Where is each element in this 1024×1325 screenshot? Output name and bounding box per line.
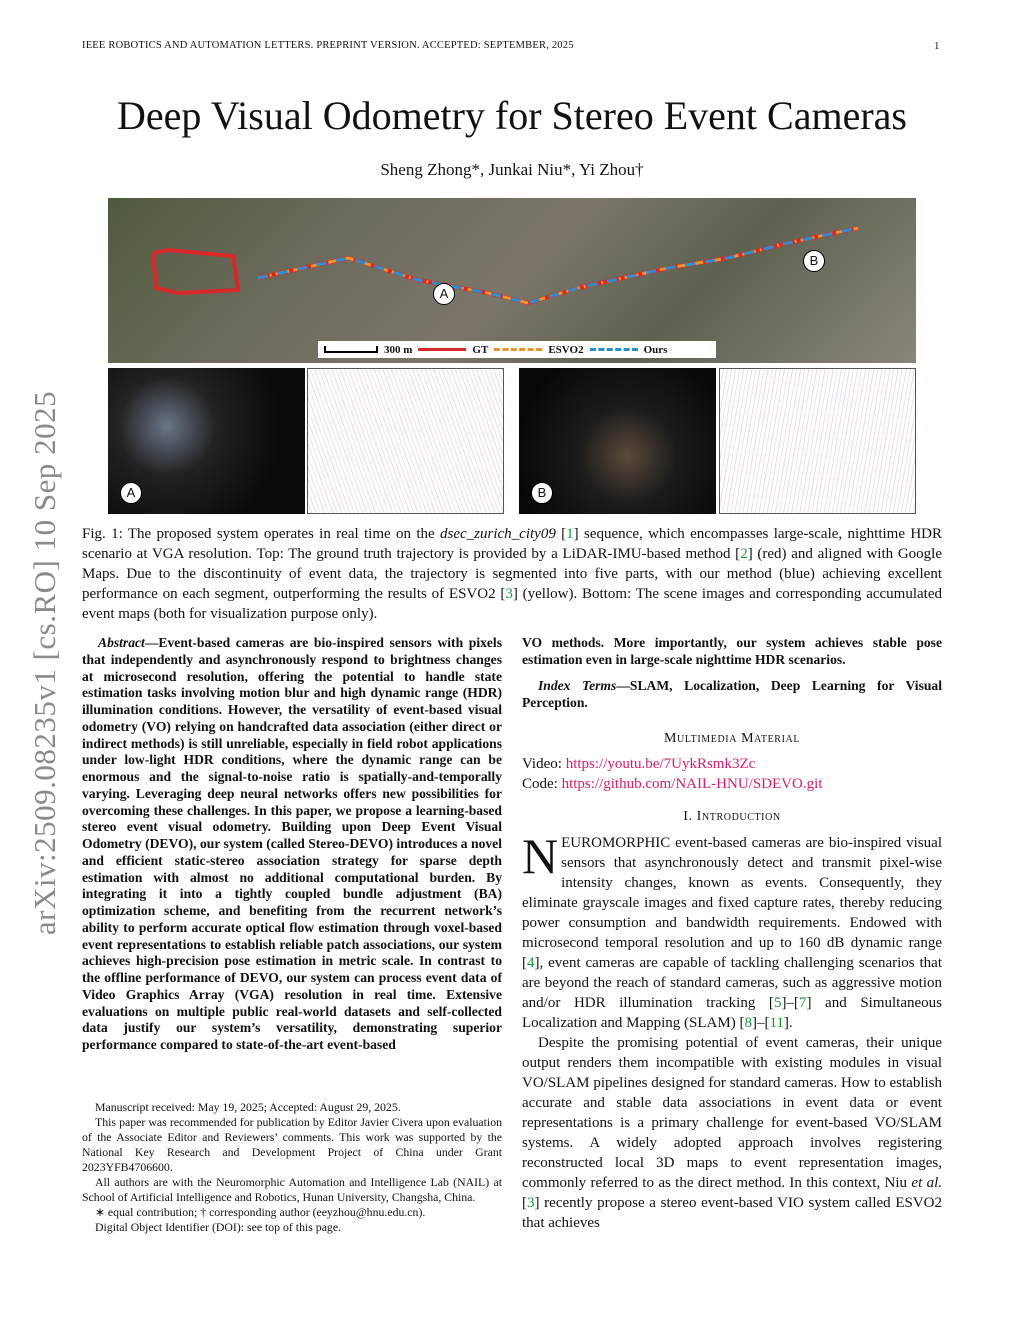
index-terms bbox=[522, 678, 942, 712]
code-line bbox=[522, 776, 822, 793]
citation-link[interactable]: 7 bbox=[798, 995, 807, 1011]
text-segment: Despite the promising potential of event cameras, their unique output renders them incompatible with existing modules in visual VO/SLAM pipelines designed for standard cameras. How to establish accurate and stable data associations in event data or event representations is a primary challenge for event-based VO/SLAM systems. A widely adopted approach involves registering reconstructed local 3D maps to event representation images, commonly referred to as the direct method. In this context, Niu bbox=[522, 1035, 942, 1191]
paragraph bbox=[522, 828, 942, 1033]
citation-link[interactable]: 2 bbox=[740, 546, 748, 562]
abstract bbox=[82, 635, 502, 1054]
text-segment: EUROMORPHIC event-based cameras are bio-inspired visual sensors that asynchronously detect and transmit pixel-wise intensity changes, known as events. Consequently, they eliminate grayscale images and fixed capture rates, thereby reducing power consumption and bandwidth requirements. Endowed with microsecond temporal resolution and up to 160 dB dynamic range [ bbox=[522, 835, 942, 971]
text-segment: [ bbox=[522, 1195, 527, 1211]
citation-link[interactable]: 3 bbox=[505, 586, 513, 602]
map-marker-b: B bbox=[803, 250, 825, 272]
footnote: All authors are with the Neuromorphic Automation and Intelligence Lab (NAIL) at School of Artificial Intelligence and Robotics, Hunan University, Changsha, China. bbox=[82, 1175, 502, 1204]
gt-trajectory bbox=[258, 228, 858, 303]
abstract-text: —Event-based cameras are bio-inspired sensors with pixels that independently and asynchronously respond to brightness changes at microsecond resolution, offering the potential to handle state estimation tasks involving motion blur and high dynamic range (HDR) illumination conditions. However, the versatility of event-based visual odometry (VO) relying on handcrafted data association (either direct or indirect methods) is still unreliable, especially in field robot applications under low-light HDR conditions, where the dynamic range can be enormous and the signal-to-noise ratio is spatially-and-temporally varying. Leveraging deep neural networks offers new possibilities for overcoming these challenges. In this paper, we propose a learning-based stereo event visual odometry. Building upon Deep Event Visual Odometry (DEVO), our system (called Stereo-DEVO) introduces a novel and efficient static-stereo association strategy for sparse depth estimation with almost no additional computational burden. By integrating it into a tightly coupled bundle adjustment (BA) optimization scheme, and benefiting from the recurrent network’s ability to perform accurate optical flow estimation through voxel-based event representations to establish reliable patch associations, our system achieves high-precision pose estimation in metric scale. In contrast to the offline performance of DEVO, our system can process event data of Video Graphics Array (VGA) resolution in real time. Extensive evaluations on multiple public real-world datasets and self-collected data justify our system’s versatility, demonstrating superior performance compared to state-of-the-art event-based bbox=[82, 635, 502, 1052]
text-segment: [ bbox=[555, 526, 567, 542]
citation-link[interactable]: 1 bbox=[566, 526, 574, 542]
event-map-a bbox=[307, 368, 504, 514]
image-badge-a: A bbox=[120, 482, 142, 504]
text-segment: ] (yellow). Bottom: The scene images and corresponding accumulated event maps (both for visualization purpose only). bbox=[82, 586, 943, 622]
event-map-b bbox=[719, 368, 916, 514]
footnote: This paper was recommended for publication by Editor Javier Civera upon evaluation of the Associate Editor and Reviewers’ comments. This work was supported by the National Key Research and Development Project of China under Grant 2023YFB4706600. bbox=[82, 1115, 502, 1174]
text-segment: ] recently propose a stereo event-based VIO system called ESVO2 that achieves bbox=[522, 1195, 942, 1231]
introduction-body bbox=[522, 828, 942, 1233]
text-segment: ] (red) and aligned with Google Maps. Due to the discontinuity of event data, the trajectory is segmented into five parts, with our method (blue) achieving excellent performance on each segment, outperforming the results of ESVO2 [ bbox=[82, 546, 942, 602]
text-segment: ]–[ bbox=[751, 1015, 770, 1031]
citation-link[interactable]: 3 bbox=[527, 1195, 535, 1211]
text-segment: ] and Simultaneous Localization and Mapping (SLAM) [ bbox=[522, 995, 942, 1031]
video-line bbox=[522, 756, 755, 773]
citation-link[interactable]: 4 bbox=[527, 955, 535, 971]
code-link[interactable]: https://github.com/NAIL-HNU/SDEVO.git bbox=[561, 776, 823, 792]
authors: Sheng Zhong*, Junkai Niu*, Yi Zhou† bbox=[380, 160, 644, 179]
ours-line-icon bbox=[590, 348, 638, 351]
citation-link[interactable]: 5 bbox=[773, 995, 782, 1011]
index-terms-label: Index Terms bbox=[538, 678, 617, 693]
index-terms-text: —SLAM, Localization, Deep Learning for Visual Perception. bbox=[522, 678, 942, 710]
text-segment: et al. bbox=[911, 1175, 942, 1191]
footnote: Manuscript received: May 19, 2025; Accepted: August 29, 2025. bbox=[95, 1100, 401, 1114]
gt-line-icon bbox=[418, 348, 466, 351]
gt-trajectory bbox=[153, 250, 238, 293]
abstract-label: Abstract bbox=[98, 635, 145, 650]
video-link[interactable]: https://youtu.be/7UykRsmk3Zc bbox=[565, 756, 756, 772]
ours-trajectory bbox=[258, 228, 858, 303]
esvo2-trajectory bbox=[258, 228, 858, 303]
map-legend bbox=[318, 341, 716, 358]
text-segment: ], event cameras are capable of tackling challenging scenarios that are beyond the reach of standard cameras, such as aggressive motion and/or HDR illumination tracking [ bbox=[522, 955, 942, 1011]
arxiv-stamp: arXiv:2509.08235v1 [cs.RO] 10 Sep 2025 bbox=[27, 390, 62, 936]
citation-link[interactable]: 8 bbox=[744, 1015, 752, 1031]
text-segment: ]. bbox=[783, 1015, 793, 1031]
citation-link[interactable]: 11 bbox=[769, 1015, 784, 1031]
scale-bar-icon bbox=[324, 346, 378, 353]
footnote: Digital Object Identifier (DOI): see top of this page. bbox=[95, 1220, 342, 1234]
legend-gt: GT bbox=[472, 343, 489, 356]
text-segment: Fig. 1: The proposed system operates in real time on the bbox=[82, 526, 441, 542]
esvo2-line-icon bbox=[494, 348, 542, 351]
scene-image-b bbox=[519, 368, 716, 514]
video-label: Video: bbox=[522, 756, 566, 772]
map-marker-a: A bbox=[433, 283, 455, 305]
code-label: Code: bbox=[522, 776, 562, 792]
abstract-continued: VO methods. More importantly, our system achieves stable pose estimation even in large-scale nighttime HDR scenarios. bbox=[522, 635, 942, 667]
paper-title: Deep Visual Odometry for Stereo Event Cameras bbox=[117, 93, 907, 138]
text-segment: ]–[ bbox=[781, 995, 799, 1011]
section-heading-multimedia: Multimedia Material bbox=[663, 731, 801, 746]
image-badge-b: B bbox=[531, 482, 553, 504]
drop-cap: N bbox=[522, 828, 559, 884]
scene-image-a bbox=[108, 368, 305, 514]
running-header: IEEE ROBOTICS AND AUTOMATION LETTERS. PREPRINT VERSION. ACCEPTED: SEPTEMBER, 2025 bbox=[82, 40, 574, 51]
section-heading-introduction: I. Introduction bbox=[683, 809, 781, 824]
figure-caption bbox=[82, 524, 942, 624]
footnotes bbox=[82, 1100, 502, 1235]
legend-esvo2: ESVO2 bbox=[548, 343, 584, 356]
legend-scale: 300 m bbox=[384, 343, 413, 356]
text-segment: ] sequence, which encompasses large-scale, nighttime HDR scenario at VGA resolution. Top: The ground truth trajectory is provided by a LiDAR-IMU-based method [ bbox=[82, 526, 943, 562]
page-number: 1 bbox=[934, 40, 940, 52]
footnote: ∗ equal contribution; † corresponding author (eeyzhou@hnu.edu.cn). bbox=[95, 1205, 426, 1219]
paragraph bbox=[522, 1033, 942, 1233]
text-segment: dsec_zurich_city09 bbox=[440, 526, 556, 542]
trajectory-overlay bbox=[108, 198, 916, 363]
legend-ours: Ours bbox=[643, 343, 668, 356]
trajectory-map-figure bbox=[108, 198, 916, 363]
